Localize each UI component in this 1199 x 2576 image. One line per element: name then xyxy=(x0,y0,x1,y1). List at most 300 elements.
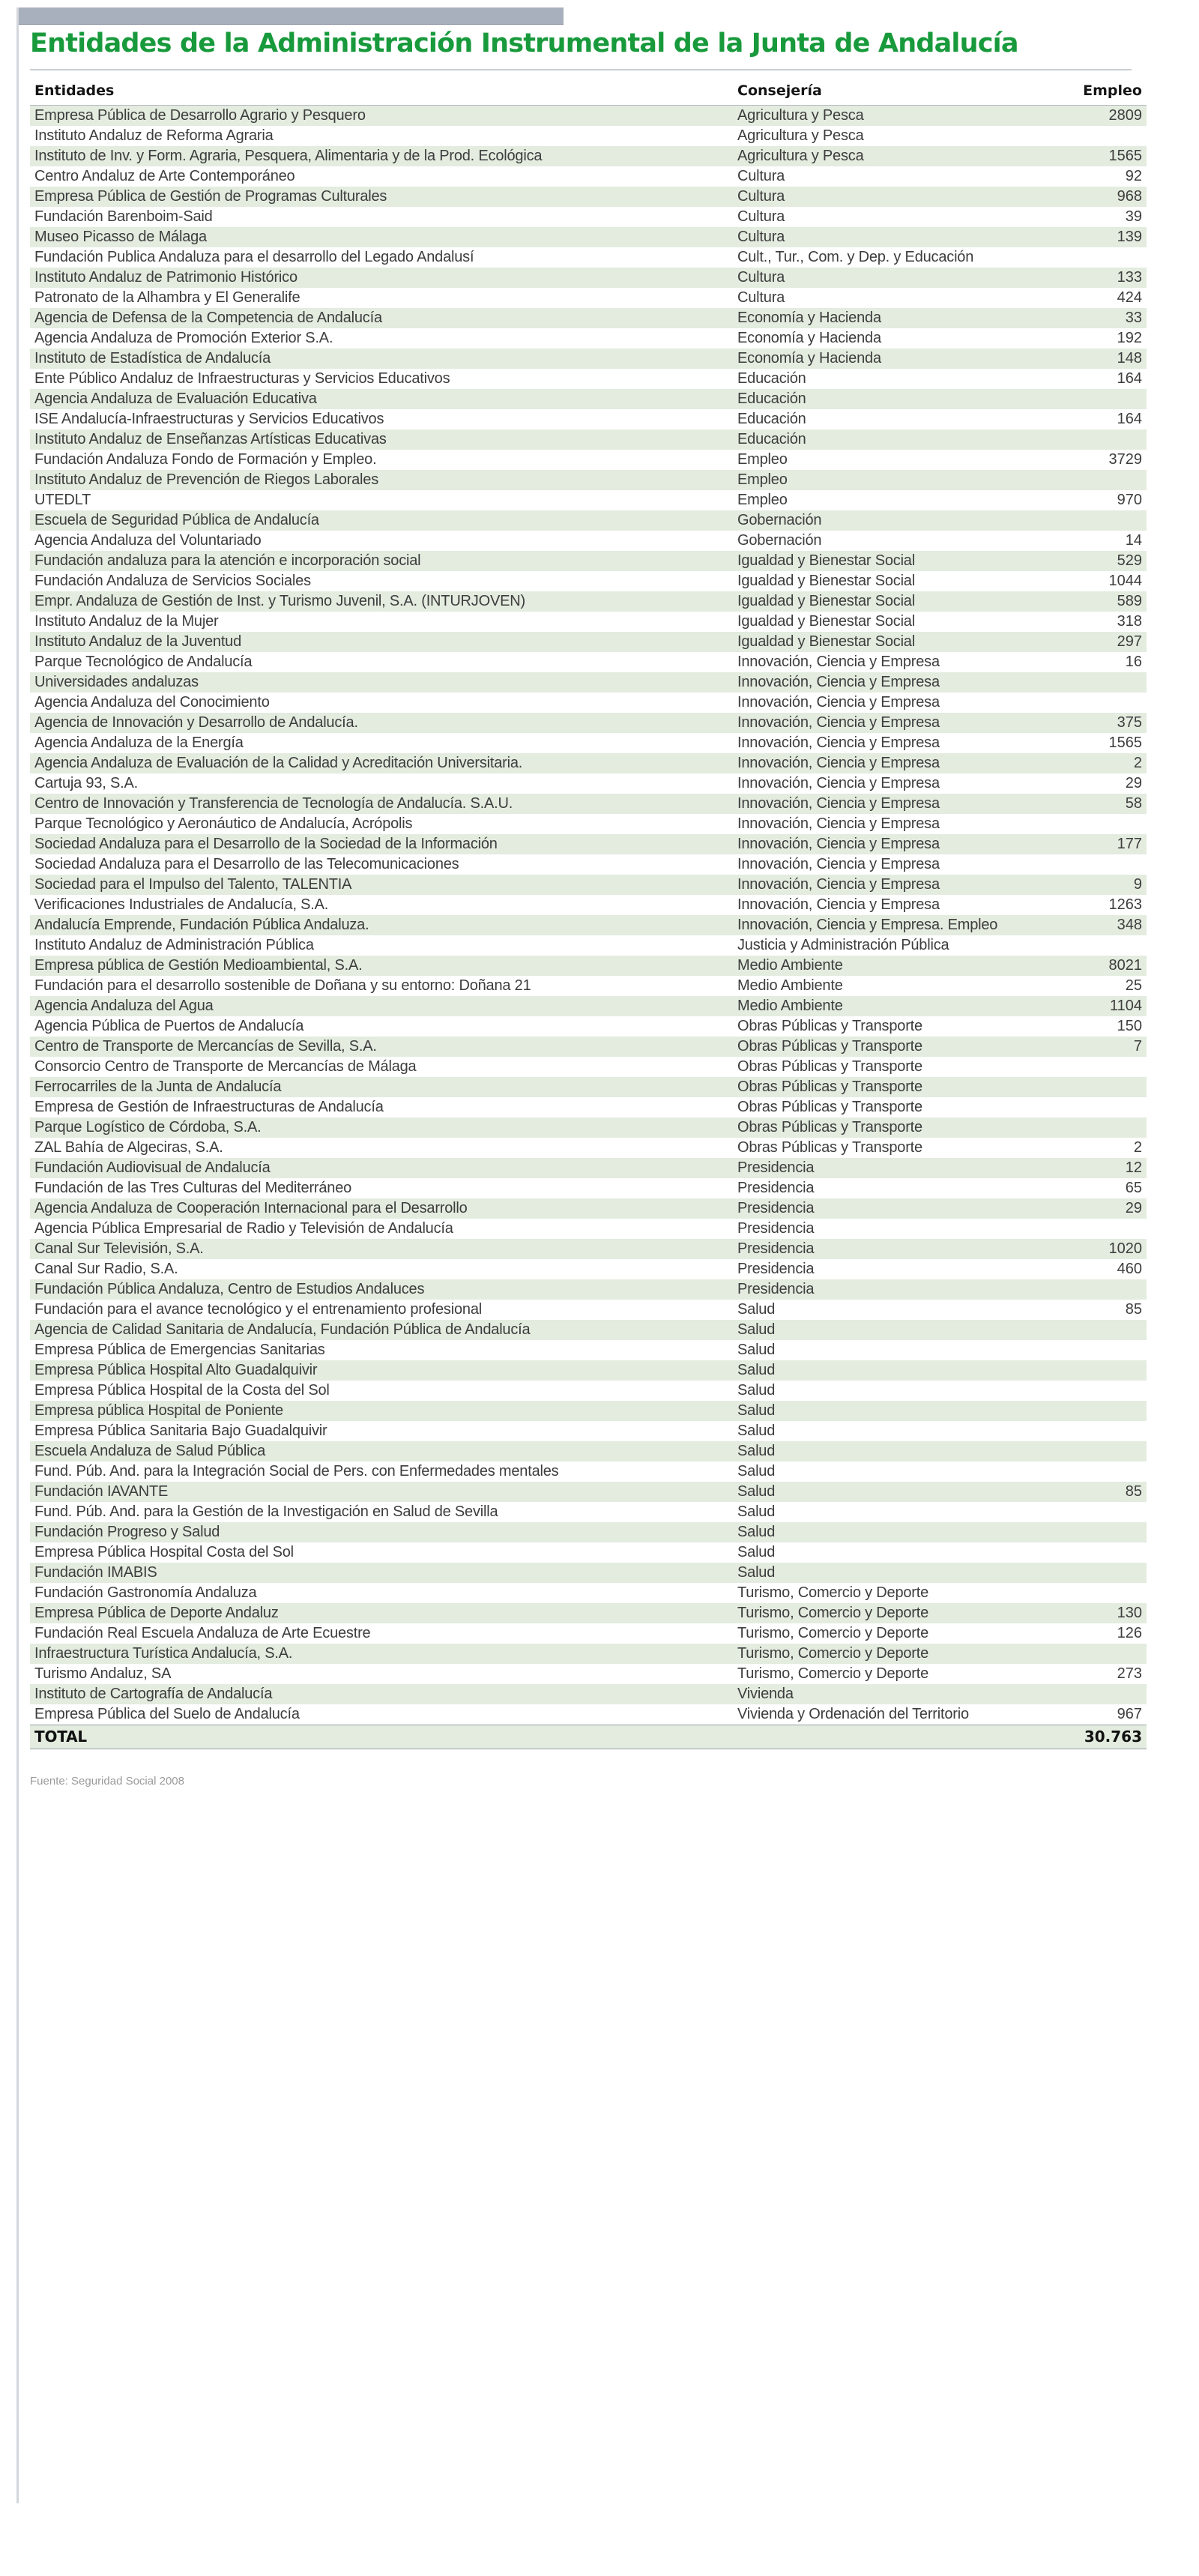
cell-empleo: 12 xyxy=(1036,1158,1147,1178)
cell-consejeria: Salud xyxy=(733,1482,1036,1502)
table-row xyxy=(30,1016,1147,1037)
cell-consejeria: Educación xyxy=(733,389,1036,409)
table-row xyxy=(30,915,1147,935)
table-header xyxy=(30,81,1147,106)
cell-consejeria: Igualdad y Bienestar Social xyxy=(737,613,915,630)
cell-empleo: 33 xyxy=(1036,308,1147,328)
cell-consejeria: Presidencia xyxy=(737,1180,815,1196)
cell-entidad: Empresa de Gestión de Infraestructuras de Andalucía xyxy=(34,1099,384,1115)
cell-empleo: 1565 xyxy=(1036,146,1147,166)
cell-empleo: 318 xyxy=(1117,613,1142,630)
table-row xyxy=(30,571,1147,591)
cell-entidad: Instituto Andaluz de la Mujer xyxy=(34,613,219,630)
cell-entidad: Parque Tecnológico de Andalucía xyxy=(34,654,253,670)
cell-empleo xyxy=(1036,1583,1147,1603)
cell-consejeria: Economía y Hacienda xyxy=(733,308,1036,328)
cell-entidad: Ente Público Andaluz de Infraestructuras y Servicios Educativos xyxy=(34,370,450,387)
cell-entidad: Andalucía Emprende, Fundación Pública Andaluza. xyxy=(30,915,733,935)
table-row xyxy=(30,834,1147,854)
cell-empleo xyxy=(1036,1279,1147,1300)
table-total-row xyxy=(30,1725,1147,1749)
cell-entidad: Agencia de Innovación y Desarrollo de Andalucía. xyxy=(30,713,733,733)
cell-entidad: Fundación Publica Andaluza para el desarrollo del Legado Andalusí xyxy=(34,249,474,265)
cell-entidad: Ferrocarriles de la Junta de Andalucía xyxy=(30,1077,733,1097)
cell-entidad: Instituto Andaluz de Administración Pública xyxy=(34,937,314,953)
cell-entidad: Instituto Andaluz de Prevención de Riegos Laborales xyxy=(30,470,733,490)
cell-entidad: Centro de Innovación y Transferencia de Tecnología de Andalucía. S.A.U. xyxy=(30,794,733,814)
cell-empleo: 150 xyxy=(1117,1018,1142,1034)
cell-entidad: Empresa Pública Hospital Alto Guadalquivir xyxy=(30,1360,733,1381)
entities-table xyxy=(30,81,1147,1749)
cell-consejeria: Salud xyxy=(733,1441,1036,1462)
cell-empleo xyxy=(1036,1077,1147,1097)
table-row xyxy=(30,773,1147,794)
cell-entidad: Verificaciones Industriales de Andalucía, S.A. xyxy=(34,896,329,913)
cell-consejeria: Obras Públicas y Transporte xyxy=(733,1077,1036,1097)
cell-entidad: Instituto Andaluz de la Juventud xyxy=(30,632,733,652)
cell-empleo: 133 xyxy=(1036,268,1147,288)
left-border-rule xyxy=(16,7,19,2503)
cell-empleo: 273 xyxy=(1117,1665,1142,1682)
cell-entidad: ZAL Bahía de Algeciras, S.A. xyxy=(34,1139,223,1156)
cell-consejeria: Economía y Hacienda xyxy=(733,349,1036,369)
cell-entidad: Consorcio Centro de Transporte de Mercancías de Málaga xyxy=(34,1058,417,1075)
cell-consejeria: Cultura xyxy=(737,168,785,184)
cell-consejeria: Obras Públicas y Transporte xyxy=(737,1018,922,1034)
cell-empleo: 1020 xyxy=(1036,1239,1147,1259)
cell-entidad: Empresa Pública de Desarrollo Agrario y Pesquero xyxy=(30,106,733,127)
content-area xyxy=(30,27,1177,1788)
table-row xyxy=(30,1563,1147,1583)
cell-empleo: 968 xyxy=(1036,187,1147,207)
cell-entidad: Instituto Andaluz de Enseñanzas Artísticas Educativas xyxy=(30,429,733,450)
cell-empleo: 164 xyxy=(1117,411,1142,427)
cell-empleo: 85 xyxy=(1125,1301,1142,1318)
cell-entidad: Fundación IMABIS xyxy=(30,1563,733,1583)
column-header-entidades: Entidades xyxy=(30,81,733,106)
cell-consejeria: Igualdad y Bienestar Social xyxy=(733,591,1036,612)
table-row xyxy=(30,713,1147,733)
table-row xyxy=(30,672,1147,693)
cell-empleo xyxy=(1036,126,1147,146)
cell-empleo: 8021 xyxy=(1036,956,1147,976)
cell-consejeria: Salud xyxy=(737,1301,776,1318)
cell-empleo xyxy=(1036,672,1147,693)
cell-consejeria: Innovación, Ciencia y Empresa xyxy=(737,654,940,670)
cell-empleo: 130 xyxy=(1036,1603,1147,1623)
cell-entidad: Sociedad Andaluza para el Desarrollo de las Telecomunicaciones xyxy=(34,856,459,872)
cell-empleo: 14 xyxy=(1125,532,1142,549)
table-row xyxy=(30,106,1147,127)
cell-empleo xyxy=(1036,1381,1147,1401)
cell-empleo: 177 xyxy=(1036,834,1147,854)
cell-entidad: Fundación Real Escuela Andaluza de Arte Ecuestre xyxy=(34,1625,371,1641)
cell-empleo: 126 xyxy=(1117,1625,1142,1641)
cell-empleo xyxy=(1036,1462,1147,1482)
cell-consejeria: Innovación, Ciencia y Empresa xyxy=(737,775,940,791)
cell-consejeria: Medio Ambiente xyxy=(737,977,843,994)
table-row xyxy=(30,1401,1147,1421)
table-row xyxy=(30,1097,1147,1117)
cell-consejeria: Innovación, Ciencia y Empresa xyxy=(737,896,940,913)
cell-consejeria: Gobernación xyxy=(733,510,1036,531)
page-title: Entidades de la Administración Instrumental de la Junta de Andalucía xyxy=(30,28,1018,58)
cell-empleo: 3729 xyxy=(1108,451,1142,468)
cell-entidad: Instituto de Inv. y Form. Agraria, Pesquera, Alimentaria y de la Prod. Ecológica xyxy=(30,146,733,166)
cell-entidad: Agencia Andaluza de Promoción Exterior S.A. xyxy=(34,330,333,346)
cell-entidad: Turismo Andaluz, SA xyxy=(34,1665,172,1682)
table-row xyxy=(30,349,1147,369)
cell-empleo: 1565 xyxy=(1108,735,1142,751)
cell-entidad: Centro de Transporte de Mercancías de Sevilla, S.A. xyxy=(30,1037,733,1057)
cell-consejeria: Salud xyxy=(733,1360,1036,1381)
cell-consejeria: Medio Ambiente xyxy=(733,996,1036,1016)
cell-consejeria: Vivienda y Ordenación del Territorio xyxy=(737,1706,969,1722)
table-row xyxy=(30,1360,1147,1381)
cell-entidad: Agencia de Defensa de la Competencia de Andalucía xyxy=(30,308,733,328)
cell-consejeria: Cultura xyxy=(733,187,1036,207)
cell-entidad: Empresa Pública del Suelo de Andalucía xyxy=(34,1706,300,1722)
cell-consejeria: Empleo xyxy=(737,451,788,468)
table-row xyxy=(30,187,1147,207)
table-row xyxy=(30,227,1147,247)
cell-consejeria: Obras Públicas y Transporte xyxy=(737,1139,922,1156)
table-row xyxy=(30,1219,1147,1239)
table-row xyxy=(30,1057,1147,1077)
table-row xyxy=(30,551,1147,571)
table-row xyxy=(30,753,1147,773)
cell-consejeria: Innovación, Ciencia y Empresa xyxy=(737,815,940,832)
cell-empleo xyxy=(1036,470,1147,490)
cell-entidad: Agencia Andaluza del Conocimiento xyxy=(34,694,270,711)
cell-entidad: Empresa Pública Sanitaria Bajo Guadalquivir xyxy=(34,1423,327,1439)
cell-consejeria: Innovación, Ciencia y Empresa xyxy=(733,753,1036,773)
table-row xyxy=(30,591,1147,612)
cell-consejeria: Presidencia xyxy=(733,1239,1036,1259)
cell-consejeria: Turismo, Comercio y Deporte xyxy=(733,1603,1036,1623)
top-decoration-bar xyxy=(16,7,564,25)
cell-consejeria: Obras Públicas y Transporte xyxy=(733,1117,1036,1138)
table-body xyxy=(30,106,1147,1749)
cell-consejeria: Agricultura y Pesca xyxy=(733,106,1036,127)
cell-empleo: 192 xyxy=(1117,330,1142,346)
table-row xyxy=(30,409,1147,429)
cell-entidad: Fundación Audiovisual de Andalucía xyxy=(30,1158,733,1178)
table-row xyxy=(30,1644,1147,1664)
cell-consejeria: Educación xyxy=(737,370,806,387)
cell-consejeria: Presidencia xyxy=(733,1198,1036,1219)
cell-consejeria: Innovación, Ciencia y Empresa xyxy=(733,834,1036,854)
table-row xyxy=(30,126,1147,146)
cell-entidad: Centro Andaluz de Arte Contemporáneo xyxy=(34,168,295,184)
cell-entidad: Canal Sur Televisión, S.A. xyxy=(30,1239,733,1259)
cell-entidad: Empresa Pública Hospital Costa del Sol xyxy=(34,1544,294,1560)
table-row xyxy=(30,1603,1147,1623)
cell-entidad: Empresa Pública de Deporte Andaluz xyxy=(30,1603,733,1623)
table-row xyxy=(30,328,1147,349)
cell-entidad: Agencia Andaluza de Evaluación de la Calidad y Acreditación Universitaria. xyxy=(30,753,733,773)
cell-consejeria: Vivienda xyxy=(733,1684,1036,1704)
cell-entidad: Fundación Andaluza Fondo de Formación y Empleo. xyxy=(34,451,377,468)
total-value: 30.763 xyxy=(1036,1725,1147,1749)
cell-entidad: Escuela de Seguridad Pública de Andalucía xyxy=(30,510,733,531)
cell-entidad: Fundación Gastronomía Andaluza xyxy=(34,1584,257,1601)
cell-entidad: Fundación Andaluza de Servicios Sociales xyxy=(34,573,311,589)
cell-entidad: Patronato de la Alhambra y El Generalife xyxy=(34,289,300,306)
cell-consejeria: Agricultura y Pesca xyxy=(733,146,1036,166)
cell-entidad: Empresa Pública de Emergencias Sanitarias xyxy=(34,1342,325,1358)
table-row xyxy=(30,1421,1147,1441)
cell-entidad: Empresa pública Hospital de Poniente xyxy=(30,1401,733,1421)
cell-empleo: 39 xyxy=(1125,208,1142,225)
cell-consejeria: Innovación, Ciencia y Empresa xyxy=(737,856,940,872)
cell-entidad: Infraestructura Turística Andalucía, S.A. xyxy=(30,1644,733,1664)
cell-empleo xyxy=(1036,1502,1147,1522)
table-row xyxy=(30,956,1147,976)
table-row xyxy=(30,1077,1147,1097)
cell-entidad: Fundación andaluza para la atención e incorporación social xyxy=(30,551,733,571)
cell-entidad: Agencia Andaluza de Evaluación Educativa xyxy=(30,389,733,409)
cell-consejeria: Igualdad y Bienestar Social xyxy=(733,632,1036,652)
table-row xyxy=(30,1178,1147,1198)
cell-consejeria: Salud xyxy=(733,1401,1036,1421)
table-row xyxy=(30,207,1147,227)
cell-consejeria: Salud xyxy=(737,1423,776,1439)
table-row xyxy=(30,369,1147,389)
cell-empleo xyxy=(1036,1117,1147,1138)
cell-consejeria: Presidencia xyxy=(733,1279,1036,1300)
table-row xyxy=(30,996,1147,1016)
cell-consejeria: Innovación, Ciencia y Empresa xyxy=(737,694,940,711)
table-row xyxy=(30,288,1147,308)
cell-entidad: Agencia Andaluza del Agua xyxy=(30,996,733,1016)
cell-entidad: Fund. Púb. And. para la Integración Social de Pers. con Enfermedades mentales xyxy=(34,1463,559,1479)
table-row xyxy=(30,1522,1147,1542)
title-underline xyxy=(30,69,1132,70)
cell-entidad: Agencia Pública de Puertos de Andalucía xyxy=(34,1018,304,1034)
cell-empleo: 16 xyxy=(1125,654,1142,670)
table-row xyxy=(30,1239,1147,1259)
cell-entidad: Agencia Andaluza de la Energía xyxy=(34,735,244,751)
cell-consejeria: Innovación, Ciencia y Empresa xyxy=(733,713,1036,733)
cell-empleo xyxy=(1036,247,1147,268)
table-row xyxy=(30,1664,1147,1684)
cell-empleo xyxy=(1036,854,1147,875)
cell-empleo xyxy=(1036,1421,1147,1441)
cell-empleo xyxy=(1036,1563,1147,1583)
cell-empleo: 424 xyxy=(1117,289,1142,306)
table-row xyxy=(30,976,1147,996)
table-row xyxy=(30,510,1147,531)
table-row xyxy=(30,146,1147,166)
cell-empleo: 967 xyxy=(1117,1706,1142,1722)
cell-empleo: 375 xyxy=(1036,713,1147,733)
cell-empleo: 2 xyxy=(1036,753,1147,773)
cell-empleo: 85 xyxy=(1036,1482,1147,1502)
cell-entidad: Fundación de las Tres Culturas del Mediterráneo xyxy=(34,1180,352,1196)
cell-entidad: ISE Andalucía-Infraestructuras y Servicios Educativos xyxy=(34,411,384,427)
cell-entidad: Instituto de Estadística de Andalucía xyxy=(30,349,733,369)
cell-entidad: Universidades andaluzas xyxy=(30,672,733,693)
cell-consejeria: Salud xyxy=(737,1463,776,1479)
cell-consejeria: Educación xyxy=(737,411,806,427)
cell-empleo xyxy=(1036,814,1147,834)
table-row xyxy=(30,632,1147,652)
cell-empleo: 92 xyxy=(1125,168,1142,184)
table-row xyxy=(30,1502,1147,1522)
cell-consejeria: Salud xyxy=(733,1563,1036,1583)
cell-consejeria: Cult., Tur., Com. y Dep. y Educación xyxy=(737,249,974,265)
cell-consejeria: Obras Públicas y Transporte xyxy=(737,1099,922,1115)
cell-consejeria: Medio Ambiente xyxy=(733,956,1036,976)
table-row xyxy=(30,1158,1147,1178)
cell-empleo xyxy=(1036,935,1147,956)
cell-entidad: Empresa Pública de Gestión de Programas Culturales xyxy=(30,187,733,207)
table-row xyxy=(30,1482,1147,1502)
column-header-consejeria: Consejería xyxy=(733,81,1036,106)
table-row xyxy=(30,490,1147,510)
cell-entidad: Cartuja 93, S.A. xyxy=(34,775,138,791)
cell-consejeria: Salud xyxy=(737,1382,776,1399)
cell-empleo: 460 xyxy=(1117,1261,1142,1277)
cell-consejeria: Cultura xyxy=(733,268,1036,288)
column-header-empleo: Empleo xyxy=(1036,81,1147,106)
cell-consejeria: Igualdad y Bienestar Social xyxy=(733,551,1036,571)
cell-entidad: Instituto de Cartografía de Andalucía xyxy=(30,1684,733,1704)
cell-entidad: Instituto Andaluz de Reforma Agraria xyxy=(34,127,274,144)
cell-consejeria: Innovación, Ciencia y Empresa xyxy=(737,735,940,751)
table-row xyxy=(30,1441,1147,1462)
cell-empleo: 29 xyxy=(1036,1198,1147,1219)
table-row xyxy=(30,1583,1147,1603)
table-row xyxy=(30,1684,1147,1704)
cell-empleo: 297 xyxy=(1036,632,1147,652)
cell-entidad: Fundación IAVANTE xyxy=(30,1482,733,1502)
cell-consejeria: Salud xyxy=(737,1503,776,1520)
cell-empleo xyxy=(1036,1057,1147,1077)
table-row xyxy=(30,652,1147,672)
table-row xyxy=(30,1198,1147,1219)
cell-consejeria: Innovación, Ciencia y Empresa xyxy=(733,672,1036,693)
cell-consejeria: Salud xyxy=(737,1544,776,1560)
cell-consejeria: Turismo, Comercio y Deporte xyxy=(737,1625,929,1641)
table-row xyxy=(30,247,1147,268)
table-header-row xyxy=(30,81,1147,106)
source-note: Fuente: Seguridad Social 2008 xyxy=(30,1775,184,1788)
table-row xyxy=(30,794,1147,814)
table-row xyxy=(30,1704,1147,1725)
cell-entidad: Fund. Púb. And. para la Gestión de la Investigación en Salud de Sevilla xyxy=(34,1503,498,1520)
cell-entidad: Fundación Barenboim-Said xyxy=(34,208,213,225)
cell-consejeria: Economía y Hacienda xyxy=(737,330,881,346)
cell-consejeria: Justicia y Administración Pública xyxy=(737,937,949,953)
cell-empleo: 529 xyxy=(1036,551,1147,571)
table-row xyxy=(30,612,1147,632)
cell-consejeria: Cultura xyxy=(737,289,785,306)
cell-empleo xyxy=(1036,1320,1147,1340)
cell-entidad: Fundación para el avance tecnológico y el entrenamiento profesional xyxy=(34,1301,482,1318)
cell-consejeria: Presidencia xyxy=(733,1158,1036,1178)
table-row xyxy=(30,875,1147,895)
cell-empleo: 2809 xyxy=(1036,106,1147,127)
cell-empleo xyxy=(1036,1644,1147,1664)
cell-entidad: Parque Tecnológico y Aeronáutico de Andalucía, Acrópolis xyxy=(34,815,413,832)
table-row xyxy=(30,814,1147,834)
cell-empleo: 25 xyxy=(1125,977,1142,994)
cell-empleo: 1263 xyxy=(1108,896,1142,913)
cell-empleo xyxy=(1036,510,1147,531)
cell-consejeria: Turismo, Comercio y Deporte xyxy=(733,1644,1036,1664)
cell-entidad: UTEDLT xyxy=(34,492,91,508)
table-row xyxy=(30,1462,1147,1482)
table-row xyxy=(30,470,1147,490)
cell-entidad: Sociedad Andaluza para el Desarrollo de la Sociedad de la Información xyxy=(30,834,733,854)
table-row xyxy=(30,1259,1147,1279)
cell-empleo: 65 xyxy=(1125,1180,1142,1196)
cell-empleo xyxy=(1036,1401,1147,1421)
table-row xyxy=(30,1623,1147,1644)
cell-empleo xyxy=(1036,1219,1147,1239)
cell-entidad: Agencia Andaluza de Cooperación Internacional para el Desarrollo xyxy=(30,1198,733,1219)
cell-consejeria: Salud xyxy=(733,1522,1036,1542)
cell-empleo: 58 xyxy=(1036,794,1147,814)
table-row xyxy=(30,935,1147,956)
cell-consejeria: Presidencia xyxy=(737,1261,815,1277)
table-row xyxy=(30,531,1147,551)
cell-empleo: 1104 xyxy=(1036,996,1147,1016)
cell-entidad: Fundación Pública Andaluza, Centro de Estudios Andaluces xyxy=(30,1279,733,1300)
cell-entidad: Sociedad para el Impulso del Talento, TALENTIA xyxy=(30,875,733,895)
cell-entidad: Empresa pública de Gestión Medioambiental, S.A. xyxy=(30,956,733,976)
table-row xyxy=(30,1279,1147,1300)
cell-empleo: 164 xyxy=(1117,370,1142,387)
cell-empleo: 7 xyxy=(1036,1037,1147,1057)
cell-empleo xyxy=(1036,1522,1147,1542)
cell-entidad: Parque Logístico de Córdoba, S.A. xyxy=(30,1117,733,1138)
cell-consejeria: Educación xyxy=(733,429,1036,450)
cell-empleo xyxy=(1036,1097,1147,1117)
cell-empleo: 2 xyxy=(1133,1139,1142,1156)
cell-consejeria: Innovación, Ciencia y Empresa xyxy=(733,875,1036,895)
cell-empleo: 29 xyxy=(1125,775,1142,791)
table-row xyxy=(30,1138,1147,1158)
cell-empleo xyxy=(1036,1340,1147,1360)
total-spacer xyxy=(733,1725,1036,1749)
cell-empleo xyxy=(1036,389,1147,409)
cell-consejeria: Empleo xyxy=(733,470,1036,490)
cell-empleo: 970 xyxy=(1117,492,1142,508)
table-row xyxy=(30,1381,1147,1401)
cell-entidad: Fundación Progreso y Salud xyxy=(30,1522,733,1542)
table-row xyxy=(30,1117,1147,1138)
cell-empleo xyxy=(1036,1441,1147,1462)
table-row xyxy=(30,389,1147,409)
total-label: TOTAL xyxy=(30,1725,733,1749)
cell-entidad: Empresa Pública Hospital de la Costa del Sol xyxy=(34,1382,330,1399)
cell-empleo xyxy=(1036,1542,1147,1563)
table-row xyxy=(30,895,1147,915)
cell-empleo xyxy=(1036,693,1147,713)
cell-empleo: 1044 xyxy=(1108,573,1142,589)
table-row xyxy=(30,450,1147,470)
cell-consejeria: Innovación, Ciencia y Empresa. Empleo xyxy=(733,915,1036,935)
cell-entidad: Escuela Andaluza de Salud Pública xyxy=(30,1441,733,1462)
cell-consejeria: Obras Públicas y Transporte xyxy=(733,1037,1036,1057)
table-row xyxy=(30,693,1147,713)
cell-consejeria: Salud xyxy=(737,1342,776,1358)
cell-consejeria: Turismo, Comercio y Deporte xyxy=(737,1584,929,1601)
table-row xyxy=(30,854,1147,875)
